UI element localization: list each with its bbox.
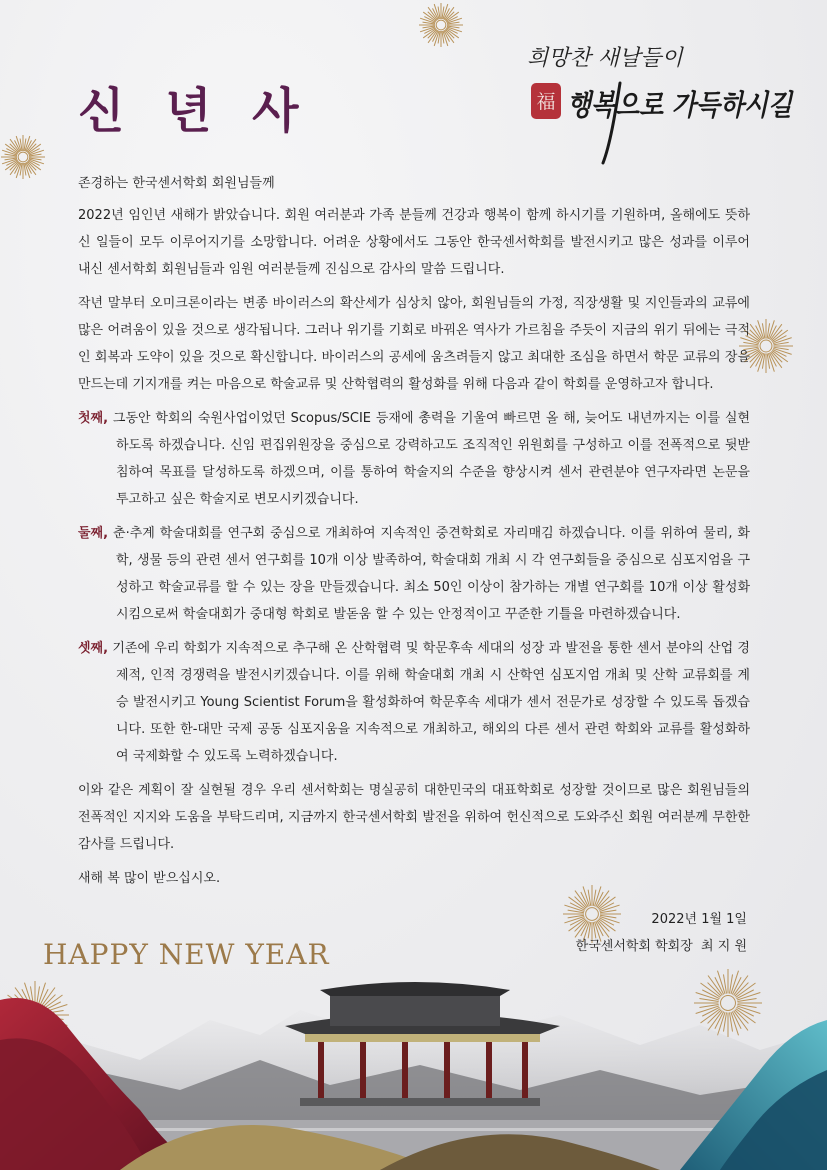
plan-item-text: 춘·추계 학술대회를 연구회 중심으로 개최하여 지속적인 중견학회로 자리매김 하겠습니다. 이를 위하여 물리, 화학, 생물 등의 관련 센서 연구회를 10개 이상 발족하여, 학술대회 개최 시 각 연구회들을 중심으로 심포지엄을 구성하고 학술교류를 할 수 있는 장을 만들겠습니다. 최소 50인 이상이 참가하는 개별 연구회를 10개 이상 활성화시킴으로써 학술대회가 중대형 학회로 발돋움 할 수 있는 안정적이고 꾸준한 기틀을 마련하겠습니다. [108,526,750,622]
paragraph-2: 작년 말부터 오미크론이라는 변종 바이러스의 확산세가 심상치 않아, 회원님들의 가정, 직장생활 및 지인들과의 교류에 많은 어려움이 있을 것으로 생각됩니다. 그러나 위기를 기회로 바꿔온 역사가 가르침을 주듯이 지금의 위기 뒤에는 극적인 회복과 도약이 있을 것으로 확신합니다. 바이러스의 공세에 움츠려들지 않고 최대한 조심을 하면서 학문 교류의 장을 만드는데 기지개를 켜는 마음으로 학술교류 및 산학협력의 활성화를 위해 다음과 같이 학회를 운영하고자 합니다. [78,296,750,392]
sunburst-decoration-left [0,134,46,180]
closing-paragraph: 이와 같은 계획이 잘 실현될 경우 우리 센서학회는 명실공히 대한민국의 대표학회로 성장할 것이므로 많은 회원님들의 전폭적인 지지와 도움을 부탁드리며, 지금까지 한국센서학회 발전을 위하여 헌신적으로 도와주신 회원 여러분께 무한한 감사를 드립니다. [78,783,750,852]
plan-item-text: 기존에 우리 학회가 지속적으로 추구해 온 산학협력 및 학문후속 세대의 성장 과 발전을 통한 센서 분야의 산업 경제적, 인적 경쟁력을 발전시키겠습니다. 이를 위해 학술대회 개최 시 산학연 심포지엄 개최 및 산학 교류회를 계승 발전시키고 Young Scientist Forum을 활성화하여 학문후속 세대가 센서 전문가로 성장할 수 있도록 돕겠습니다. 또한 한-대만 국제 공동 심포지움을 지속적으로 개최하고, 해외의 다른 센서 관련 학회와 교류를 활성화하여 국제화할 수 있도록 노력하겠습니다. [108,641,750,764]
plan-item-label: 셋째, [78,641,109,656]
calligraphy-line-2: 행복으로 가득하시길 [567,88,794,122]
sunburst-decoration-top [418,2,464,48]
calligraphy-greeting [525,35,805,165]
paragraph-1: 2022년 임인년 새해가 밝았습니다. 회원 여러분과 가족 분들께 건강과 행복이 함께 하시기를 기원하며, 올해에도 뜻하신 일들이 모두 이루어지기를 소망합니다. 어려운 상황에서도 그동안 한국센서학회를 발전시키고 많은 성과를 이루어 내신 센서학회 회원님들과 임원 여러분들께 진심으로 감사의 말씀 드립니다. [78,208,750,277]
page-title: 신 년 사 [78,83,311,139]
plan-item-text: 그동안 학회의 숙원사업이었던 Scopus/SCIE 등재에 총력을 기울여 빠르면 올 해, 늦어도 내년까지는 이를 실현하도록 하겠습니다. 신임 편집위원장을 중심으로 강력하고도 조직적인 위원회를 구성하고 이를 전폭적으로 뒷받침하여 목표를 달성하도록 하겠으며, 이를 통하여 학술지의 수준을 향상시켜 센서 관련분야 연구자라면 논문을 투고하고 싶은 학술지로 변모시키겠습니다. [108,411,750,507]
new-year-wish: 새해 복 많이 받으십시오. [78,871,221,886]
plan-item-3 [78,635,750,770]
plan-item-2 [78,520,750,628]
plan-item-1 [78,405,750,513]
signature-date: 2022년 1월 1일 [651,912,747,927]
greeting-line: 존경하는 한국센서학회 회원님들께 [78,176,275,191]
seal-character: 福 [536,91,556,113]
landscape-illustration [0,960,827,1170]
signature-author: 한국센서학회 학회장 최 지 원 [575,939,747,954]
plan-item-label: 첫째, [78,411,109,426]
happy-new-year-banner: HAPPY NEW YEAR [43,938,330,971]
plan-item-label: 둘째, [78,526,109,541]
letter-body [78,170,750,899]
calligraphy-line-1: 희망찬 새날들이 [527,46,683,71]
signature-block [576,906,747,960]
